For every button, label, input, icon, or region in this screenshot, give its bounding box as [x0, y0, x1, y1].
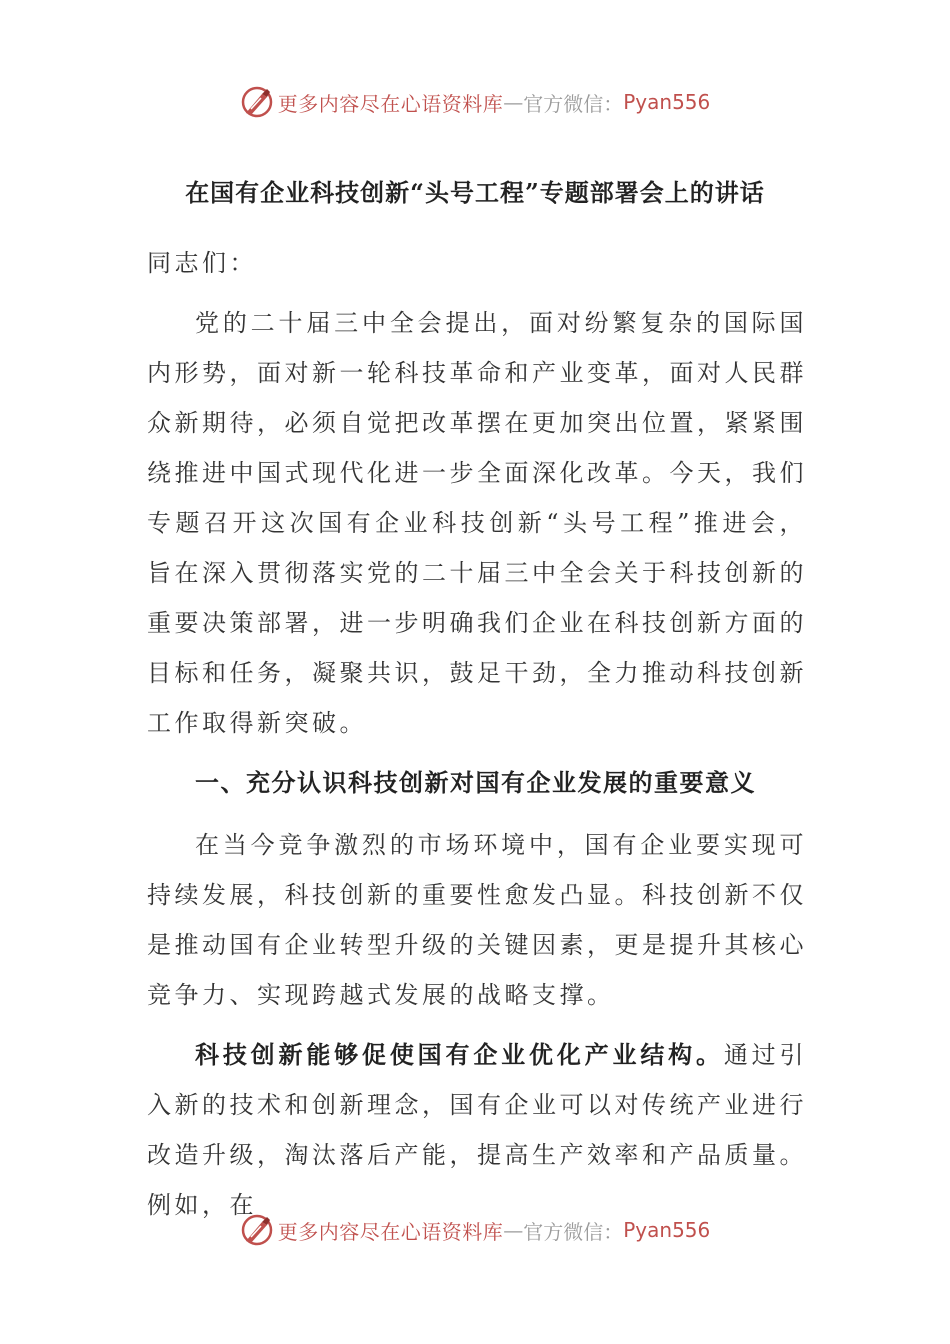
- separator-dash: —: [503, 1218, 524, 1242]
- wechat-id: Pyan556: [623, 90, 711, 114]
- section-heading-1: 一、充分认识科技创新对国有企业发展的重要意义: [195, 768, 756, 797]
- wechat-label: 官方微信：: [523, 91, 624, 116]
- paragraph-lead-sentence: 科技创新能够促使国有企业优化产业结构。: [195, 1040, 724, 1069]
- footer-watermark-banner: [0, 1210, 950, 1250]
- wechat-id: Pyan556: [623, 1218, 711, 1242]
- greeting: 同志们：: [147, 249, 257, 277]
- document-title: 在国有企业科技创新“头号工程”专题部署会上的讲话: [185, 178, 765, 207]
- header-watermark-banner: [0, 82, 950, 122]
- pen-nib-logo-icon: [240, 1213, 274, 1247]
- paragraph-significance: 在当今竞争激烈的市场环境中，国有企业要实现可持续发展，科技创新的重要性愈发凸显。科技创新不仅是推动国有企业转型升级的关键因素，更是提升其核心竞争力、实现跨越式发展的战略支撑。: [147, 831, 807, 1009]
- site-name: 更多内容尽在心语资料库: [277, 1219, 504, 1244]
- paragraph-body-text: 通过引入新的技术和创新理念，国有企业可以对传统产业进行改造升级，淘汰落后产能，提高生产效率和产品质量。例如，在: [147, 1041, 808, 1219]
- document-body: [147, 238, 807, 1230]
- site-name: 更多内容尽在心语资料库: [277, 91, 504, 116]
- separator-dash: —: [503, 90, 524, 114]
- pen-nib-logo-icon: [240, 85, 274, 119]
- paragraph-intro: 党的二十届三中全会提出，面对纷繁复杂的国际国内形势，面对新一轮科技革命和产业变革，面对人民群众新期待，必须自觉把改革摆在更加突出位置，紧紧围绕推进中国式现代化进一步全面深化改革。今天，我们专题召开这次国有企业科技创新“头号工程”推进会，旨在深入贯彻落实党的二十届三中全会关于科技创新的重要决策部署，进一步明确我们企业在科技创新方面的目标和任务，凝聚共识，鼓足干劲，全力推动科技创新工作取得新突破。: [147, 309, 807, 737]
- wechat-label: 官方微信：: [523, 1219, 624, 1244]
- paragraph-industry-structure: [147, 1030, 807, 1230]
